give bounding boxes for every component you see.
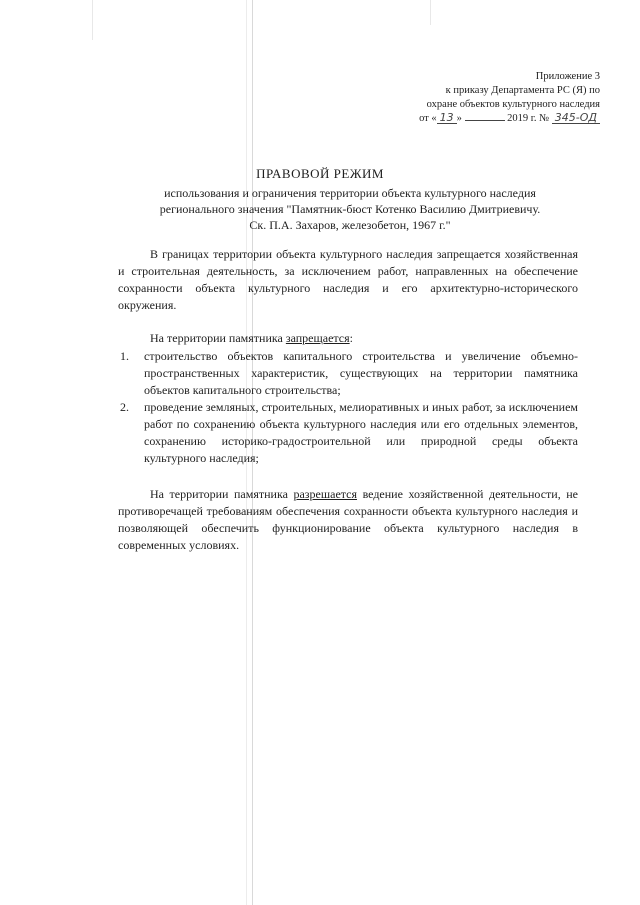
underlined-keyword: запрещается bbox=[285, 331, 350, 345]
order-date-number bbox=[370, 111, 600, 126]
handwritten-month bbox=[465, 111, 505, 121]
paragraph-text: ведение хозяйственной деятельности, не противоречащей требованиям обеспечения сохранности объекта культурного наследия и позволяющей обеспечить функционирование объекта культурного наследия в современных условиях. bbox=[118, 487, 578, 552]
date-mid: » bbox=[456, 113, 462, 124]
underlined-keyword: разрешается bbox=[293, 487, 358, 501]
list-item-text: проведение земляных, строительных, мелиоративных и иных работ, за исключением работ по сохранению объекта культурного наследия или его отдельных элементов, сохранению историко-градостроительной или природной среды объекта культурного наследия; bbox=[144, 400, 578, 465]
list-item-number: 2. bbox=[120, 400, 129, 414]
scan-artifact-line bbox=[430, 0, 431, 25]
document-subtitle bbox=[130, 185, 570, 233]
subtitle-line: Ск. П.А. Захаров, железобетон, 1967 г." bbox=[249, 218, 451, 232]
paragraph-prohibited-intro bbox=[118, 330, 578, 347]
order-reference: к приказу Департамента РС (Я) по bbox=[445, 85, 600, 96]
list-item-number: 1. bbox=[120, 349, 129, 363]
order-department: охране объектов культурного наследия bbox=[426, 99, 600, 110]
scan-artifact-line bbox=[92, 0, 93, 40]
paragraph-text: : bbox=[349, 331, 353, 345]
appendix-label: Приложение 3 bbox=[535, 71, 600, 82]
prohibited-list bbox=[118, 348, 578, 467]
paragraph-permitted bbox=[118, 486, 578, 554]
paragraph-text: На территории памятника bbox=[150, 331, 286, 345]
handwritten-number: 345-ОД bbox=[552, 112, 600, 124]
date-prefix: от « bbox=[419, 113, 437, 124]
year-and-number-label: 2019 г. № bbox=[507, 113, 550, 124]
document-title: ПРАВОВОЙ РЕЖИМ bbox=[256, 166, 384, 181]
handwritten-day: 13 bbox=[437, 112, 457, 124]
list-item bbox=[118, 348, 578, 399]
paragraph-text: На территории памятника bbox=[150, 487, 294, 501]
subtitle-line: регионального значения "Памятник-бюст Котенко Василию Дмитриевичу. bbox=[159, 202, 541, 216]
subtitle-line: использования и ограничения территории объекта культурного наследия bbox=[164, 186, 536, 200]
list-item-text: строительство объектов капитального строительства и увеличение объемно- пространственных характеристик, существующих на территории памятника объектов капитального строительства; bbox=[144, 349, 578, 397]
paragraph-prohibition-general: В границах территории объекта культурного наследия запрещается хозяйственная и строительная деятельность, за исключением работ, направленных на обеспечение сохранности объекта культурного наследия и его архитектурно-исторического окружения. bbox=[118, 247, 578, 312]
list-item bbox=[118, 399, 578, 467]
